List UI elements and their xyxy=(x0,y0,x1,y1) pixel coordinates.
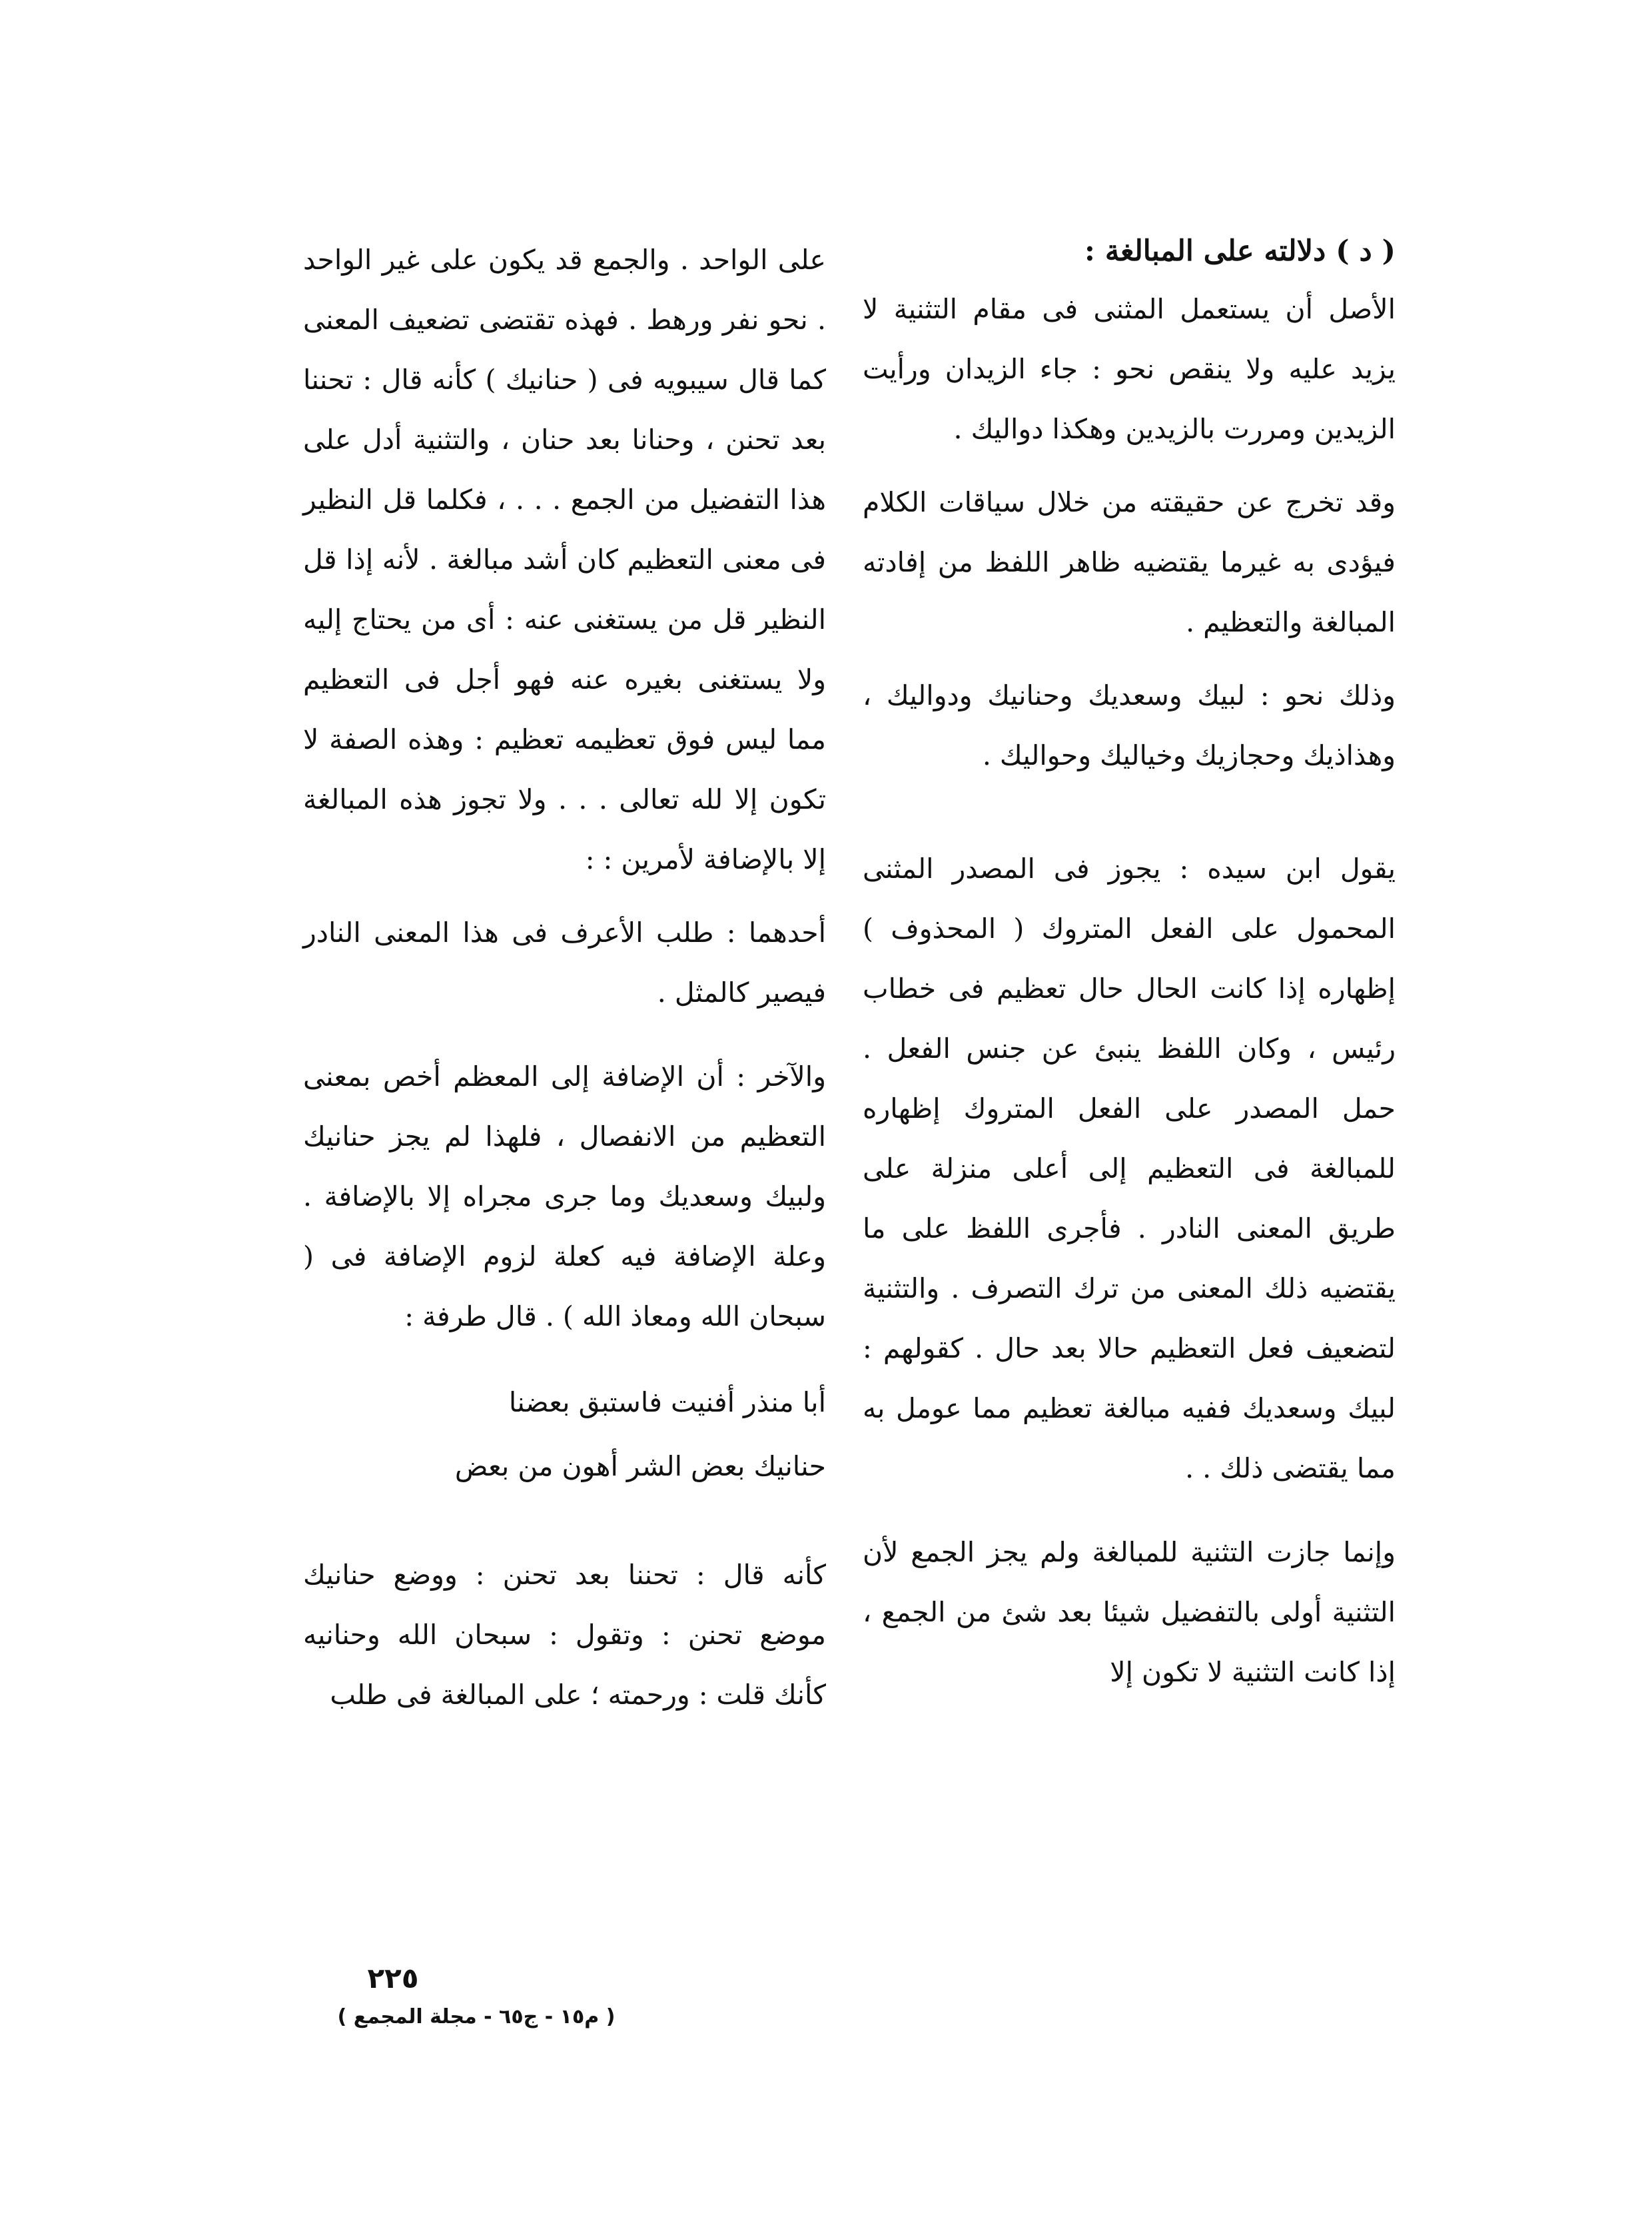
footer-note: ( م١٥ - ج٦٥ - مجلة المجمع ) xyxy=(337,2005,616,2028)
paragraph: أحدهما : طلب الأعرف فى هذا المعنى النادر فيصير كالمثل . xyxy=(303,917,826,1009)
page-number: ٢٢٥ xyxy=(367,1962,419,1995)
section-heading: ( د ) دلالته على المبالغة : xyxy=(1084,234,1396,268)
paragraph: الأصل أن يستعمل المثنى فى مقام التثنية لا يزيد عليه ولا ينقص نحو : جاء الزيدان ورأيت الزيدين ومررت بالزيدين وهكذا دواليك . xyxy=(863,293,1396,445)
left-column xyxy=(303,230,826,1749)
paragraph: يقول ابن سيده : يجوز فى المصدر المثنى المحمول على الفعل المتروك ( المحذوف ) إظهاره إذا كانت الحال حال تعظيم فى خطاب رئيس ، وكان اللفظ ينبئ عن جنس الفعل . حمل المصدر على الفعل المتروك إظهاره للمبالغة فى التعظيم إلى أعلى منزلة على طريق المعنى النادر . فأجرى اللفظ على ما يقتضيه ذلك المعنى من ترك التصرف . والتثنية لتضعيف فعل التعظيم حالا بعد حال . كقولهم : لبيك وسعديك ففيه مبالغة تعظيم مما عومل به مما يقتضى ذلك . . xyxy=(863,853,1396,1484)
paragraph: والآخر : أن الإضافة إلى المعظم أخص بمعنى التعظيم من الانفصال ، فلهذا لم يجز حنانيك ولبيك وسعديك وما جرى مجراه إلا بالإضافة . وعلة الإضافة فيه كعلة لزوم الإضافة فى ( سبحان الله ومعاذ الله ) . قال طرفة : xyxy=(303,1061,826,1332)
paragraph: على الواحد . والجمع قد يكون على غير الواحد . نحو نفر ورهط . فهذه تقتضى تضعيف المعنى كما قال سيبويه فى ( حنانيك ) كأنه قال : تحننا بعد تحنن ، وحنانا بعد حنان ، والتثنية أدل على هذا التفضيل من الجمع . . . ، فكلما قل النظير فى معنى التعظيم كان أشد مبالغة . لأنه إذا قل النظير قل من يستغنى عنه : أى من يحتاج إليه ولا يستغنى بغيره عنه فهو أجل فى التعظيم مما ليس فوق تعظيمه تعظيم : وهذه الصفة لا تكون إلا لله تعالى . . . ولا تجوز هذه المبالغة إلا بالإضافة لأمرين : : xyxy=(303,244,826,875)
paragraph: وذلك نحو : لبيك وسعديك وحنانيك ودواليك ، وهذاذيك وحجازيك وخياليك وحواليك . xyxy=(863,679,1396,771)
paragraph: كأنه قال : تحننا بعد تحنن : ووضع حنانيك موضع تحنن : وتقول : سبحان الله وحنانيه كأنك قلت : ورحمته ؛ على المبالغة فى طلب xyxy=(303,1559,826,1711)
paragraph: وقد تخرج عن حقيقته من خلال سياقات الكلام فيؤدى به غيرما يقتضيه ظاهر اللفظ من إفادته المبالغة والتعظيم . xyxy=(863,486,1396,638)
verse-line: حنانيك بعض الشر أهون من بعض xyxy=(454,1450,826,1482)
paragraph: وإنما جازت التثنية للمبالغة ولم يجز الجمع لأن التثنية أولى بالتفضيل شيئا بعد شئ من الجمع ، إذا كانت التثنية لا تكون إلا xyxy=(863,1536,1396,1688)
verse-line: أبا منذر أفنيت فاستبق بعضنا xyxy=(508,1386,826,1418)
right-column xyxy=(863,230,1396,1726)
poetry-verse xyxy=(303,1370,826,1498)
